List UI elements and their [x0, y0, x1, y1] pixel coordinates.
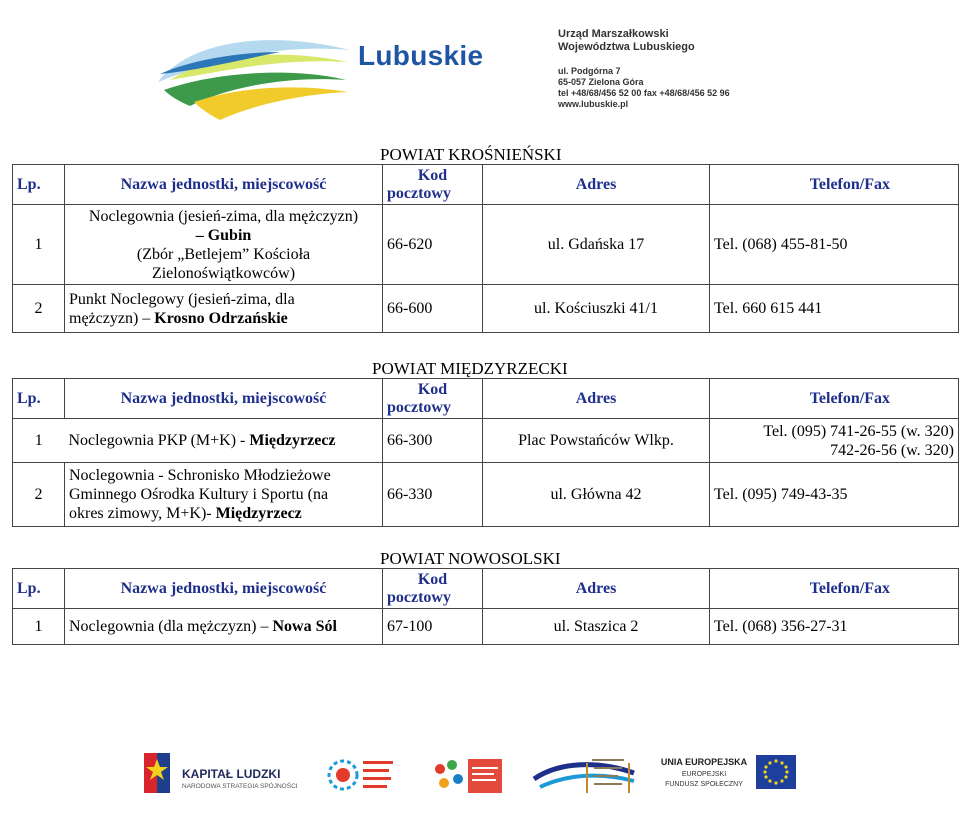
row-name — [65, 463, 383, 527]
row-lp: 1 — [13, 205, 65, 285]
row-adres: ul. Gdańska 17 — [483, 205, 710, 285]
row-kod: 66-300 — [383, 419, 483, 463]
office-line-1: Urząd Marszałkowski — [558, 28, 669, 40]
row-lp: 1 — [13, 609, 65, 645]
office-line-2: Województwa Lubuskiego — [558, 41, 695, 53]
col-kod — [383, 569, 483, 609]
web-line: www.lubuskie.pl — [558, 99, 629, 109]
phone-line: tel +48/68/456 52 00 fax +48/68/456 52 96 — [558, 88, 730, 98]
koordynacja-logo-icon — [430, 757, 506, 797]
row-name — [65, 285, 383, 333]
table-krosnienski — [12, 164, 959, 333]
row-town: Krosno Odrzańskie — [154, 309, 288, 327]
row-adres: ul. Główna 42 — [483, 463, 710, 527]
table-header-row — [13, 165, 959, 205]
col-kod — [383, 165, 483, 205]
row-lp: 1 — [13, 419, 65, 463]
section-title-krosnienski: POWIAT KROŚNIEŃSKI — [380, 145, 562, 164]
row-name-line: Gminnego Ośrodka Kultury i Sportu (na — [69, 486, 329, 503]
row-adres: ul. Staszica 2 — [483, 609, 710, 645]
table-row — [13, 205, 959, 285]
col-kod-2: pocztowy — [387, 588, 451, 606]
col-kod-1: Kod — [417, 166, 448, 184]
row-tel — [710, 419, 959, 463]
row-kod: 66-620 — [383, 205, 483, 285]
table-header-row — [13, 569, 959, 609]
row-name-line: Noclegownia (jesień-zima, dla mężczyzn) — [88, 207, 359, 225]
row-town: Międzyrzecz — [249, 431, 336, 449]
col-tel: Telefon/Fax — [710, 165, 959, 205]
table-row — [13, 609, 959, 645]
row-tel-line: Tel. (095) 741-26-55 (w. 320) — [763, 422, 954, 440]
row-name-line: Noclegownia (dla mężczyzn) – — [69, 617, 269, 635]
table-miedzyrzecki — [12, 378, 959, 527]
row-tel: Tel. (068) 356-27-31 — [710, 609, 959, 645]
row-tel-line: 742-26-56 (w. 320) — [830, 441, 954, 459]
col-adres: Adres — [483, 379, 710, 419]
col-kod — [383, 379, 483, 419]
ue-subtitle-2: FUNDUSZ SPOŁECZNY — [665, 781, 743, 788]
col-lp: Lp. — [13, 379, 65, 419]
funding-logos — [140, 745, 800, 805]
col-lp: Lp. — [13, 165, 65, 205]
row-name — [65, 419, 383, 463]
col-kod-2: pocztowy — [387, 184, 451, 202]
office-contact — [558, 66, 730, 110]
row-name — [65, 609, 383, 645]
col-name: Nazwa jednostki, miejscowość — [65, 165, 383, 205]
table-row — [13, 463, 959, 527]
row-lp: 2 — [13, 463, 65, 527]
ue-title: UNIA EUROPEJSKA — [660, 757, 748, 767]
brand-name: Lubuskie — [358, 40, 484, 71]
row-name-line: okres zimowy, M+K)- — [69, 505, 212, 522]
row-tel: Tel. (095) 749-43-35 — [710, 463, 959, 527]
table-row — [13, 419, 959, 463]
row-town: Międzyrzecz — [215, 505, 302, 522]
row-name-line: Noclegownia PKP (M+K) - — [68, 431, 246, 449]
section-title-nowosolski: POWIAT NOWOSOLSKI — [380, 549, 561, 568]
row-tel: Tel. (068) 455-81-50 — [710, 205, 959, 285]
row-adres: ul. Kościuszki 41/1 — [483, 285, 710, 333]
address-line-2: 65-057 Zielona Góra — [558, 77, 644, 87]
col-tel: Telefon/Fax — [710, 569, 959, 609]
lubuskie-logo-icon — [150, 10, 355, 130]
crzl-logo-icon — [323, 753, 403, 799]
page-header — [140, 0, 820, 140]
col-tel: Telefon/Fax — [710, 379, 959, 419]
row-kod: 66-600 — [383, 285, 483, 333]
eu-flag-icon — [756, 755, 796, 789]
kapital-ludzki-emblem-icon — [140, 745, 176, 797]
address-line-1: ul. Podgórna 7 — [558, 66, 621, 76]
table-row — [13, 285, 959, 333]
office-name — [558, 28, 695, 54]
table-header-row — [13, 379, 959, 419]
col-adres: Adres — [483, 165, 710, 205]
col-name: Nazwa jednostki, miejscowość — [65, 379, 383, 419]
row-name-line: Noclegownia - Schronisko Młodzieżowe — [69, 467, 331, 484]
row-kod: 67-100 — [383, 609, 483, 645]
kl-title: KAPITAŁ LUDZKI — [182, 767, 281, 781]
kapital-ludzki-logo — [140, 745, 300, 801]
row-lp: 2 — [13, 285, 65, 333]
row-kod: 66-330 — [383, 463, 483, 527]
col-name: Nazwa jednostki, miejscowość — [65, 569, 383, 609]
row-name-line: mężczyzn) – — [69, 309, 151, 327]
row-town: Nowa Sól — [272, 617, 337, 635]
row-name-line: (Zbór „Betlejem” Kościoła — [136, 245, 311, 263]
row-name — [65, 205, 383, 285]
col-lp: Lp. — [13, 569, 65, 609]
ue-subtitle-1: EUROPEJSKI — [681, 771, 727, 778]
row-name-line: Punkt Noclegowy (jesień-zima, dla — [69, 290, 295, 308]
row-adres: Plac Powstańców Wlkp. — [483, 419, 710, 463]
row-town: – Gubin — [195, 226, 252, 244]
row-tel: Tel. 660 615 441 — [710, 285, 959, 333]
table-nowosolski — [12, 568, 959, 645]
section-title-miedzyrzecki: POWIAT MIĘDZYRZECKI — [372, 359, 568, 378]
kl-subtitle: NARODOWA STRATEGIA SPÓJNOŚCI — [182, 783, 298, 790]
row-name-line: Zielonoświątkowców) — [151, 264, 296, 282]
unia-europejska-logo — [658, 755, 798, 801]
col-kod-1: Kod — [417, 380, 448, 398]
col-kod-1: Kod — [417, 570, 448, 588]
col-kod-2: pocztowy — [387, 398, 451, 416]
irss-logo-icon — [582, 753, 634, 799]
col-adres: Adres — [483, 569, 710, 609]
